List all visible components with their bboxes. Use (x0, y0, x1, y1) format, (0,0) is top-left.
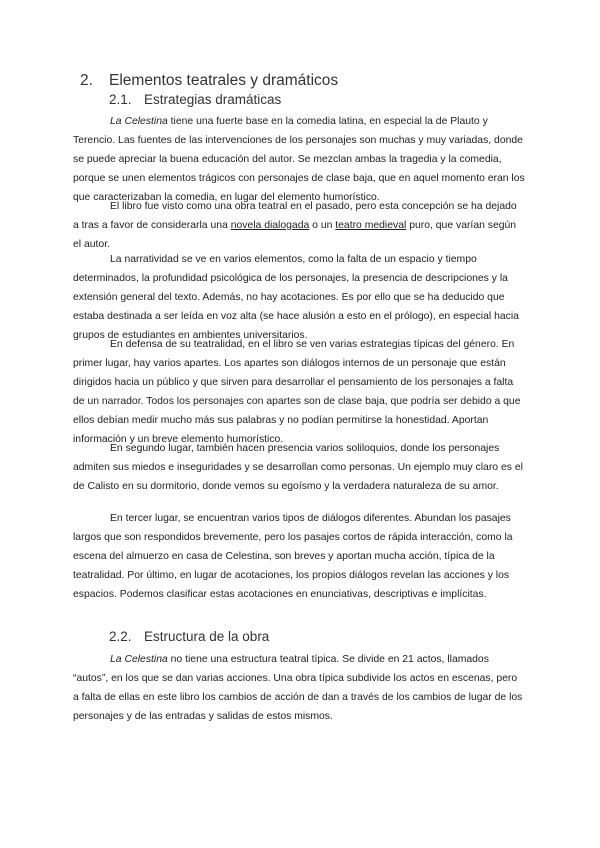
section-number: 2. (80, 72, 93, 89)
subsection-title: Estrategias dramáticas (144, 92, 282, 107)
subsection-heading-1 (109, 92, 281, 107)
book-title: La Celestina (110, 116, 168, 127)
section-title: Elementos teatrales y dramáticos (109, 72, 339, 89)
subsection-number: 2.1. (109, 92, 132, 107)
term-teatro-medieval: teatro medieval (335, 219, 407, 231)
paragraph-1: La Celestina tiene una fuerte base en la comedia latina, en especial la de Plauto y Terencio. Las fuentes de las intervenciones de los personajes son muchas y muy variadas, donde se puede apreciar la buena educación del autor. Se mezclan ambas la tragedia y la comedia, porque se unen elementos trágicos con personajes de clase baja, que en aquel momento eran los que caracterizaban la comedia, en lugar del elemento humorístico. (73, 116, 525, 203)
paragraph-6: En tercer lugar, se encuentran varios tipos de diálogos diferentes. Abundan los pasajes largos que son respondidos brevemente, pero los pasajes cortos de rápida interacción, como la escena del almuerzo en casa de Celestina, son breves y aportan mucha acción, típica de la teatralidad. Por último, en lugar de acotaciones, los propios diálogos revelan las acciones y los espacios. Podemos clasificar estas acotaciones en enunciativas, descriptivas e implícitas. (73, 513, 513, 600)
section-heading (80, 72, 338, 90)
subsection-number: 2.2. (109, 629, 132, 644)
paragraph-2: El libro fue visto como una obra teatral en el pasado, pero esta concepción se ha dejado a tras a favor de considerarla una novela dialogada o un teatro medieval puro, que varían según el autor. (73, 201, 517, 250)
subsection-heading-2 (109, 629, 269, 644)
paragraph-7: La Celestina no tiene una estructura teatral típica. Se divide en 21 actos, llamados “autos”, en los que se dan varias acciones. Una obra típica subdivide los actos en escenas, pero a falta de ellas en este libro los cambios de acción de dan a través de los cambios de lugar de los personajes y de las entradas y salidas de estos mismos. (73, 654, 523, 722)
term-novela-dialogada: novela dialogada (230, 219, 310, 231)
book-title: La Celestina (110, 654, 168, 665)
paragraph-5: En segundo lugar, también hacen presencia varios soliloquios, donde los personajes admiten sus miedos e inseguridades y se desarrollan como personas. Un ejemplo muy claro es el de Calisto en su dormitorio, donde vemos su egoísmo y la verdadera naturaleza de su amor. (73, 443, 523, 492)
subsection-title: Estructura de la obra (144, 629, 270, 644)
paragraph-4: En defensa de su teatralidad, en el libro se ven varias estrategias típicas del género. En primer lugar, hay varios apartes. Los apartes son diálogos internos de un personaje que están dirigidos hacia un público y que sirven para desarrollar el pensamiento de los personajes a falta de un narrador. Todos los personajes con apartes son de clase baja, que podría ser debido a que ellos debían medir mucho más sus palabras y no podían permitirse la honestidad. Aportan información y un breve elemento humorístico. (73, 339, 521, 445)
paragraph-3: La narratividad se ve en varios elementos, como la falta de un espacio y tiempo determinados, la profundidad psicológica de los personajes, la presencia de descripciones y la extensión general del texto. Además, no hay acotaciones. Es por ello que se ha deducido que estaba destinada a ser leída en voz alta (se hace alusión a esto en el prólogo), en especial hacia grupos de estudiantes en ambientes universitarios. (73, 254, 519, 341)
